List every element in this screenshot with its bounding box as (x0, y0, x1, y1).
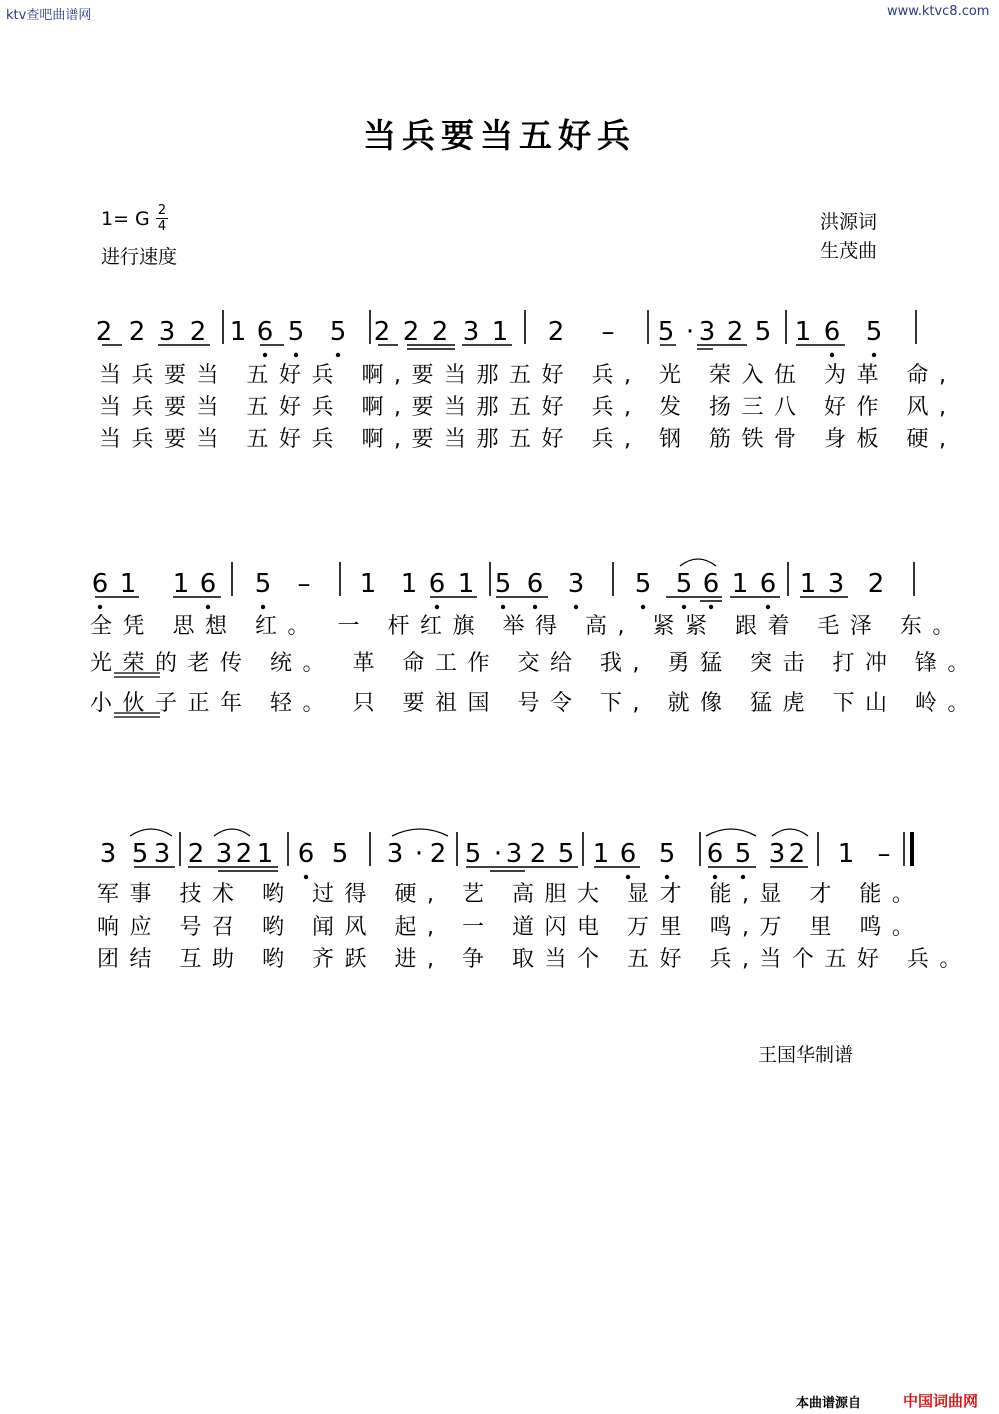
note: 5 (494, 569, 512, 599)
note: 1 (799, 569, 817, 599)
note: 6 (706, 839, 724, 869)
note: 3 (386, 839, 404, 869)
note: 3 (462, 317, 480, 347)
note: 2 (867, 569, 885, 599)
note: 3 (827, 569, 845, 599)
low-octave-dot (830, 353, 834, 357)
note: 5 (464, 839, 482, 869)
tie-arc (392, 829, 448, 836)
note: 2 (429, 839, 447, 869)
note: 6 (619, 839, 637, 869)
note: 6 (823, 317, 841, 347)
note: 5 (557, 839, 575, 869)
note: 1 (457, 569, 475, 599)
note: 3 (153, 839, 171, 869)
note: 3 (505, 839, 523, 869)
note: – (297, 569, 311, 599)
lyric-line: 响应 号召 哟 闻风 起, 一 道闪电 万里 鸣,万 里 鸣。 (97, 915, 925, 940)
footer-source: 本曲谱源自 (796, 1396, 862, 1411)
tie-arc (130, 829, 172, 836)
note: 5 (634, 569, 652, 599)
low-octave-dot (263, 353, 267, 357)
note: 5 (754, 317, 772, 347)
note: 2 (402, 317, 420, 347)
note: 1 (119, 569, 137, 599)
note: – (877, 839, 891, 869)
note: 5 (675, 569, 693, 599)
note: 5 (254, 569, 272, 599)
tie-arc (214, 829, 250, 836)
note: 1 (172, 569, 190, 599)
note: 5 (131, 839, 149, 869)
note: 6 (526, 569, 544, 599)
lyricist-credit: 洪源词 (820, 211, 878, 233)
note: 2 (187, 839, 205, 869)
note: 3 (698, 317, 716, 347)
note: 2 (95, 317, 113, 347)
note: 1 (256, 839, 274, 869)
lyric-line: 光荣的老传 统。 革 命工作 交给 我, 勇猛 突击 打冲 锋。 (90, 651, 980, 676)
note: 2 (547, 317, 565, 347)
lyric-line: 军事 技术 哟 过得 硬, 艺 高胆大 显才 能,显 才 能。 (97, 882, 925, 907)
note: 2 (431, 317, 449, 347)
lyric-line: 全凭 思想 红。 一 杆红旗 举得 高, 紧紧 跟着 毛泽 东。 (90, 614, 965, 639)
note: 6 (256, 317, 274, 347)
note: 3 (567, 569, 585, 599)
low-octave-dot (872, 353, 876, 357)
note: 6 (297, 839, 315, 869)
lyric-line: 当兵要当 五好兵 啊,要当那五好 兵, 发 扬三八 好作 风, (99, 395, 957, 420)
note: 2 (128, 317, 146, 347)
note: 5 (287, 317, 305, 347)
note: 5 (865, 317, 883, 347)
page-title: 当兵要当五好兵 (363, 116, 636, 155)
note: 3 (768, 839, 786, 869)
watermark-left: ktv查吧曲谱网 (6, 8, 92, 23)
note: 1 (837, 839, 855, 869)
note: 5 (658, 839, 676, 869)
note: 1 (731, 569, 749, 599)
note: 5 (734, 839, 752, 869)
tie-arc (706, 829, 756, 836)
transcriber-credit: 王国华制谱 (758, 1044, 854, 1066)
tie-arc (680, 559, 716, 566)
note: – (601, 317, 615, 347)
note: · (493, 839, 503, 869)
note: 5 (329, 317, 347, 347)
note: 6 (702, 569, 720, 599)
footer-site: 中国词曲网 (903, 1392, 979, 1410)
note: 2 (788, 839, 806, 869)
time-signature-bottom: 4 (157, 219, 167, 234)
composer-credit: 生茂曲 (820, 240, 878, 262)
watermark-right: www.ktvc8.com (887, 4, 990, 19)
note: 1 (592, 839, 610, 869)
note: 1 (359, 569, 377, 599)
note: 2 (726, 317, 744, 347)
low-octave-dot (294, 353, 298, 357)
note: · (685, 317, 695, 347)
key-signature: 1= G (101, 208, 150, 230)
note: 3 (99, 839, 117, 869)
note: 1 (794, 317, 812, 347)
lyric-line: 团结 互助 哟 齐跃 进, 争 取当个 五好 兵,当个五好 兵。 (97, 947, 972, 972)
note: 2 (373, 317, 391, 347)
time-signature-top: 2 (157, 203, 167, 218)
lyric-line: 当兵要当 五好兵 啊,要当那五好 兵, 光 荣入伍 为革 命, (99, 363, 957, 388)
note: 1 (229, 317, 247, 347)
note: 2 (235, 839, 253, 869)
note: 6 (199, 569, 217, 599)
note: 5 (331, 839, 349, 869)
tie-arc (772, 829, 808, 836)
tempo-marking: 进行速度 (101, 246, 178, 268)
note: 5 (657, 317, 675, 347)
note: 6 (428, 569, 446, 599)
note: 3 (158, 317, 176, 347)
lyric-line: 当兵要当 五好兵 啊,要当那五好 兵, 钢 筋铁骨 身板 硬, (99, 427, 957, 452)
note: · (414, 839, 424, 869)
lyric-line: 小伙子正年 轻。 只 要祖国 号令 下, 就像 猛虎 下山 岭。 (90, 691, 980, 716)
note: 2 (189, 317, 207, 347)
note: 1 (400, 569, 418, 599)
note: 3 (215, 839, 233, 869)
note: 2 (529, 839, 547, 869)
note: 1 (491, 317, 509, 347)
note: 6 (91, 569, 109, 599)
low-octave-dot (336, 353, 340, 357)
note: 6 (759, 569, 777, 599)
